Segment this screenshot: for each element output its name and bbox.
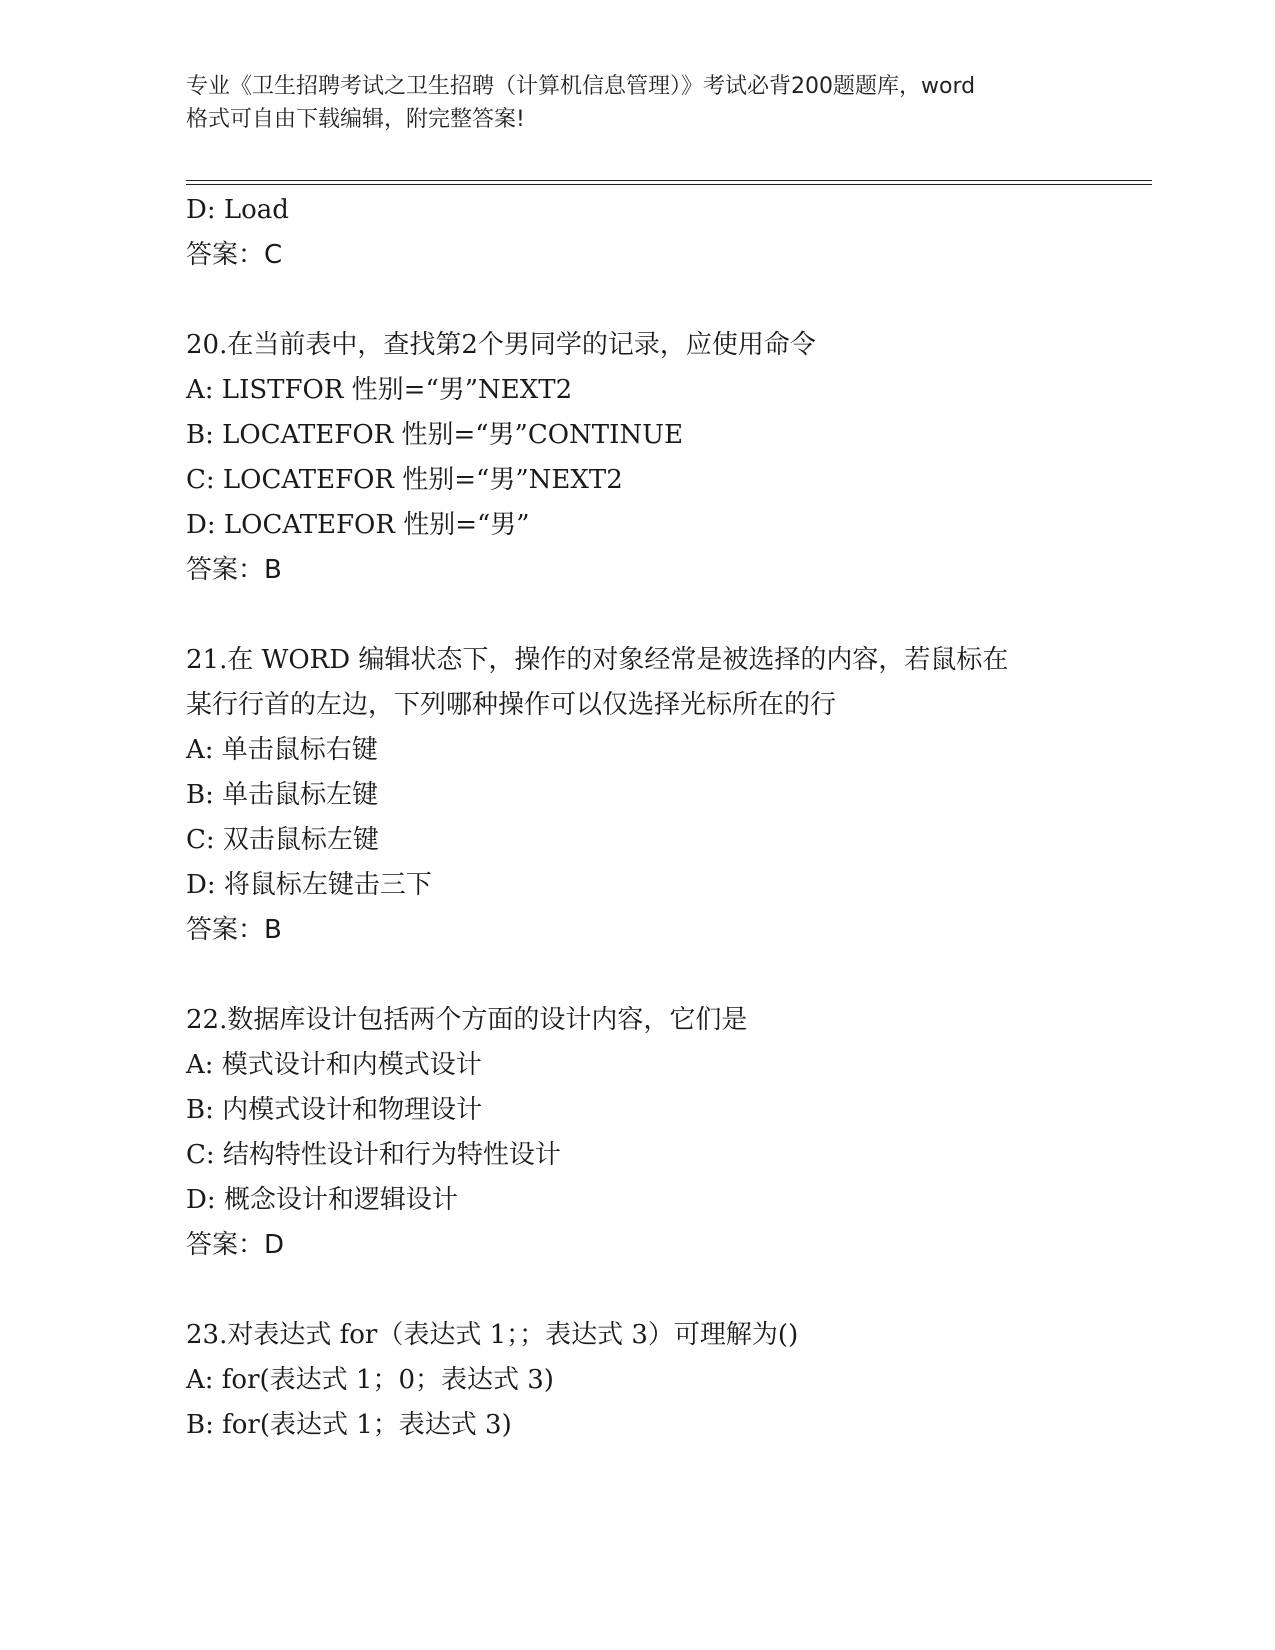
q20-answer: 答案：B (186, 555, 282, 585)
q22-title: 22.数据库设计包括两个方面的设计内容，它们是 (186, 1005, 748, 1035)
q21-option-a: A: 单击鼠标右键 (186, 735, 378, 765)
q21-option-b: B: 单击鼠标左键 (186, 780, 379, 810)
q23-option-b: B: for(表达式 1；表达式 3) (186, 1410, 512, 1440)
q23-option-a: A: for(表达式 1；0；表达式 3) (186, 1365, 554, 1395)
q22-option-a: A: 模式设计和内模式设计 (186, 1050, 482, 1080)
q21-option-d: D: 将鼠标左键击三下 (186, 870, 432, 900)
q19-option-d: D: Load (186, 195, 289, 225)
q23-title: 23.对表达式 for（表达式 1；；表达式 3）可理解为() (186, 1320, 799, 1350)
q20-option-a: A: LISTFOR 性别=“男”NEXT2 (186, 375, 573, 405)
document-header (186, 70, 1086, 136)
q21-answer: 答案：B (186, 915, 282, 945)
header-line-1: 专业《卫生招聘考试之卫生招聘（计算机信息管理）》考试必背200题题库，word (186, 74, 976, 99)
q21-title-line-2: 某行行首的左边，下列哪种操作可以仅选择光标所在的行 (186, 690, 837, 720)
q20-option-d: D: LOCATEFOR 性别=“男” (186, 510, 530, 540)
q20-title: 20.在当前表中，查找第2个男同学的记录，应使用命令 (186, 330, 816, 360)
header-divider-bottom (186, 184, 1152, 185)
header-divider-top (186, 180, 1152, 181)
q22-option-d: D: 概念设计和逻辑设计 (186, 1185, 458, 1215)
q21-title-line-1: 21.在 WORD 编辑状态下，操作的对象经常是被选择的内容，若鼠标在 (186, 645, 1009, 675)
q22-option-c: C: 结构特性设计和行为特性设计 (186, 1140, 561, 1170)
q20-option-b: B: LOCATEFOR 性别=“男”CONTINUE (186, 420, 684, 450)
header-line-2: 格式可自由下载编辑，附完整答案! (186, 107, 525, 132)
q22-answer: 答案：D (186, 1230, 285, 1260)
q21-option-c: C: 双击鼠标左键 (186, 825, 379, 855)
q19-answer: 答案：C (186, 240, 283, 270)
q22-option-b: B: 内模式设计和物理设计 (186, 1095, 483, 1125)
q20-option-c: C: LOCATEFOR 性别=“男”NEXT2 (186, 465, 623, 495)
